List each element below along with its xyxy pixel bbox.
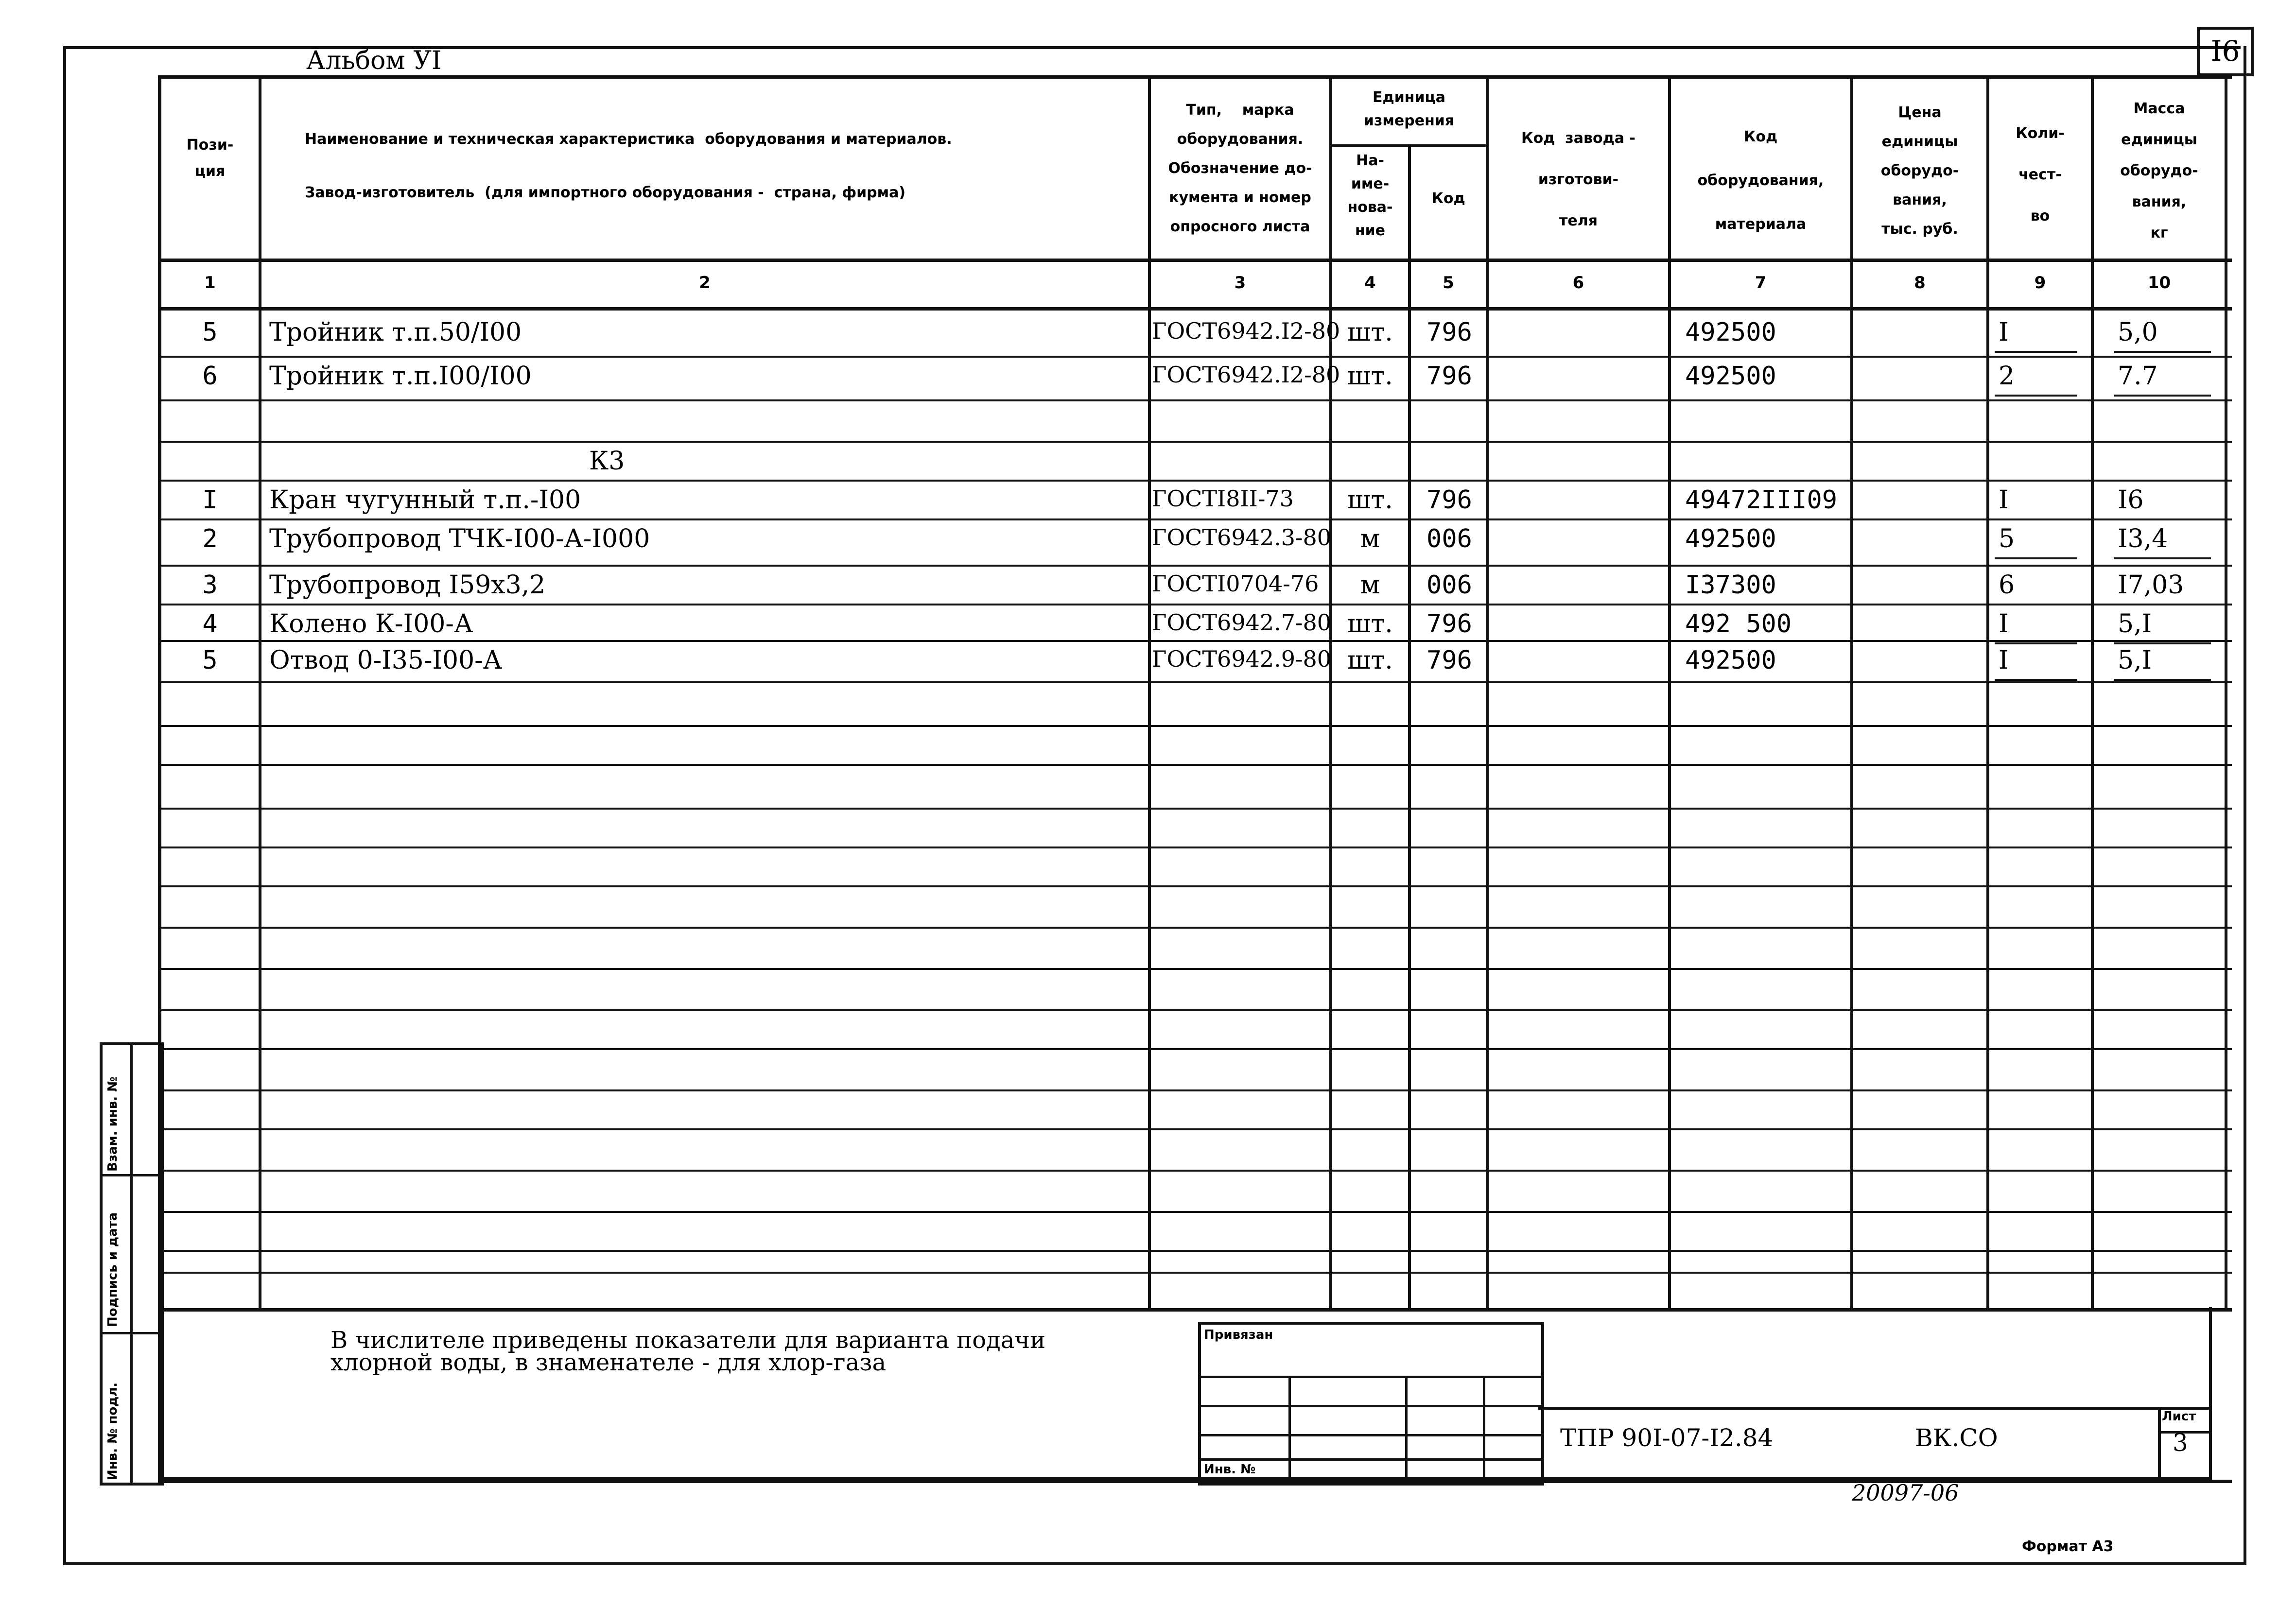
cell-unit: шт. [1347, 485, 1393, 515]
row-line [161, 681, 2232, 683]
cell-name: К3 [589, 447, 625, 476]
col-line [2091, 79, 2094, 1308]
sheet-number: I6 [2197, 27, 2254, 76]
right-edge [2209, 1307, 2212, 1480]
row-line [161, 356, 2232, 358]
col-line [2225, 79, 2227, 1308]
cell-unit: шт. [1347, 318, 1393, 347]
cell-equip: 492 500 [1685, 609, 1792, 639]
row-line [161, 847, 2232, 848]
cell-pos: 4 [202, 609, 218, 639]
side-stamp [100, 1042, 164, 1486]
cell-name: Отвод 0-I35-I00-А [269, 646, 503, 675]
colnum-2: 2 [699, 273, 711, 293]
row-line [161, 1009, 2232, 1011]
stamp-line [1201, 1405, 1541, 1407]
list-label: Лист [2162, 1409, 2196, 1424]
cell-code: 006 [1426, 524, 1472, 553]
cell-pos: I [202, 485, 218, 515]
cell-pos: 6 [202, 362, 218, 391]
stamp-vline [1405, 1376, 1408, 1483]
colnum-1: 1 [204, 273, 216, 293]
cell-qty: I [1999, 318, 2009, 347]
row-line [161, 480, 2232, 482]
value-underline [2114, 604, 2211, 605]
header-factory: Код завода - изготови- теля [1521, 130, 1635, 229]
cell-qty: 6 [1999, 570, 2015, 600]
row-line [161, 1250, 2232, 1252]
cell-name: Тройник т.п.I00/I00 [269, 362, 532, 391]
col-line [1668, 79, 1671, 1308]
row-line [161, 565, 2232, 567]
cell-doc: ГОСТ6942.7-80 [1152, 609, 1332, 636]
cell-unit: шт. [1347, 362, 1393, 391]
stamp-line [1201, 1458, 1541, 1461]
cell-name: Трубопровод I59х3,2 [269, 570, 546, 600]
row-line [161, 441, 2232, 443]
row-line [161, 725, 2232, 727]
cell-code: 006 [1426, 570, 1472, 600]
cell-code: 796 [1426, 362, 1472, 391]
cell-qty: I [1999, 646, 2009, 675]
header-doc: Тип, марка оборудования. Обозначение до- кумента и номер опросного листа [1168, 102, 1312, 235]
cell-name: Трубопровод ТЧК-I00-А-I000 [269, 524, 650, 553]
cell-code: 796 [1426, 318, 1472, 347]
colnum-7: 7 [1755, 273, 1767, 293]
cell-doc: ГОСТI8II-73 [1152, 485, 1294, 512]
col-line [259, 79, 261, 1308]
colnum-line [161, 307, 2232, 311]
header-unit: Единица измерения [1363, 89, 1455, 129]
cell-pos: 5 [202, 318, 218, 347]
cell-doc: ГОСТ6942.9-80 [1152, 646, 1332, 672]
header-qty: Коли- чест- во [2016, 125, 2065, 225]
list-divider [2158, 1407, 2161, 1480]
cell-equip: 492500 [1685, 362, 1776, 391]
stamp-line [1201, 1376, 1541, 1378]
header-price: Цена единицы оборудо- вания, тыс. руб. [1880, 104, 1959, 238]
stamp-vline [1483, 1376, 1485, 1483]
colnum-10: 10 [2147, 273, 2171, 293]
cell-doc: ГОСТ6942.3-80 [1152, 524, 1332, 551]
cell-qty: I [1999, 609, 2009, 639]
row-line [161, 885, 2232, 887]
cell-code: 796 [1426, 485, 1472, 515]
value-underline [2114, 557, 2211, 559]
cell-equip: 492500 [1685, 646, 1776, 675]
row-line [161, 399, 2232, 401]
side-divider [130, 1045, 133, 1483]
row-line [161, 604, 2232, 605]
value-underline [1995, 557, 2077, 559]
colnum-9: 9 [2034, 273, 2046, 293]
cell-mass: 7.7 [2118, 362, 2158, 391]
colnum-5: 5 [1443, 273, 1454, 293]
cell-pos: 5 [202, 646, 218, 675]
doc-code: ТПР 90I-07-I2.84 [1560, 1424, 1774, 1452]
header-unit-name: На- име- нова- ние [1347, 152, 1393, 239]
equipment-table [158, 75, 2232, 1312]
col-line [1329, 79, 1332, 1308]
side-label-inv: Инв. № подл. [105, 1382, 120, 1480]
row-line [161, 1048, 2232, 1050]
cell-mass: I6 [2118, 485, 2144, 515]
header-name: Наименование и техническая характеристика оборудования и материалов. Завод-изготовитель (для импортного оборудования - страна, фирма) [305, 131, 952, 201]
cell-name: Тройник т.п.50/I00 [269, 318, 522, 347]
cell-equip: 49472III09 [1685, 485, 1838, 515]
value-underline [2114, 642, 2211, 644]
handwritten-number: 20097-06 [1852, 1480, 1959, 1506]
header-equip: Код оборудования, материала [1697, 128, 1824, 233]
album-label: Альбом УI [306, 46, 442, 75]
cell-doc: ГОСТ6942.I2-80 [1152, 362, 1340, 388]
colnum-4: 4 [1364, 273, 1376, 293]
cell-mass: 5,0 [2118, 318, 2158, 347]
row-line [161, 1089, 2232, 1091]
value-underline [1995, 642, 2077, 644]
title-line [1538, 1407, 2211, 1410]
header-mass: Масса единицы оборудо- вания, кг [2120, 100, 2198, 242]
cell-unit: м [1360, 570, 1380, 600]
value-underline [2114, 395, 2211, 397]
row-line [161, 968, 2232, 970]
cell-qty: 2 [1999, 362, 2015, 391]
cell-doc: ГОСТ6942.I2-80 [1152, 318, 1340, 344]
colnum-6: 6 [1572, 273, 1584, 293]
value-underline [1995, 604, 2077, 605]
cell-unit: шт. [1347, 609, 1393, 639]
cell-pos: 2 [202, 524, 218, 553]
row-line [161, 1272, 2232, 1274]
row-line [161, 927, 2232, 929]
value-underline [2114, 679, 2211, 681]
header-pos: Пози- ция [186, 137, 234, 180]
col-line [1486, 79, 1489, 1308]
value-underline [1995, 395, 2077, 397]
cell-mass: 5,I [2118, 646, 2152, 675]
stamp-vline [1288, 1376, 1291, 1483]
colnum-8: 8 [1914, 273, 1926, 293]
colnum-3: 3 [1234, 273, 1246, 293]
list-number: 3 [2173, 1429, 2188, 1457]
stamp-privyazan: Привязан [1204, 1328, 1273, 1342]
cell-qty: I [1999, 485, 2009, 515]
cell-code: 796 [1426, 646, 1472, 675]
row-line [161, 1211, 2232, 1213]
cell-mass: I7,03 [2118, 570, 2184, 600]
binding-stamp [1198, 1322, 1544, 1486]
cell-code: 796 [1426, 609, 1472, 639]
doc-section: ВК.СО [1915, 1424, 1998, 1452]
cell-mass: 5,I [2118, 609, 2152, 639]
cell-doc: ГОСТI0704-76 [1152, 570, 1319, 597]
col-line [1986, 79, 1989, 1308]
stamp-inv: Инв. № [1204, 1462, 1256, 1477]
cell-qty: 5 [1999, 524, 2015, 553]
stamp-line [1201, 1434, 1541, 1436]
side-line [103, 1332, 161, 1334]
row-line [161, 640, 2232, 642]
row-line [161, 808, 2232, 810]
format-label: Формат А3 [2022, 1538, 2114, 1555]
cell-pos: 3 [202, 570, 218, 600]
cell-equip: I37300 [1685, 570, 1776, 600]
value-underline [1995, 351, 2077, 353]
row-line [161, 518, 2232, 520]
note-text: В числителе приведены показатели для варианта подачи хлорной воды, в знаменателе - для хлор-газа [330, 1327, 1046, 1376]
cell-equip: 492500 [1685, 524, 1776, 553]
side-label-vzam: Взам. инв. № [105, 1076, 120, 1172]
value-underline [2114, 518, 2211, 520]
side-label-podpis: Подпись и дата [105, 1212, 120, 1327]
side-line [103, 1174, 161, 1176]
header-unit-code: Код [1431, 190, 1465, 207]
value-underline [1995, 679, 2077, 681]
row-line [161, 764, 2232, 766]
cell-unit: шт. [1347, 646, 1393, 675]
row-line [161, 1170, 2232, 1172]
value-underline [1995, 518, 2077, 520]
cell-equip: 492500 [1685, 318, 1776, 347]
header-line [161, 259, 2232, 262]
cell-name: Колено К-I00-А [269, 609, 473, 639]
col-line [1148, 79, 1151, 1308]
cell-name: Кран чугунный т.п.-I00 [269, 485, 581, 515]
value-underline [2114, 351, 2211, 353]
cell-unit: м [1360, 524, 1380, 553]
row-line [161, 1128, 2232, 1130]
col-line [1850, 79, 1853, 1308]
cell-mass: I3,4 [2118, 524, 2168, 553]
